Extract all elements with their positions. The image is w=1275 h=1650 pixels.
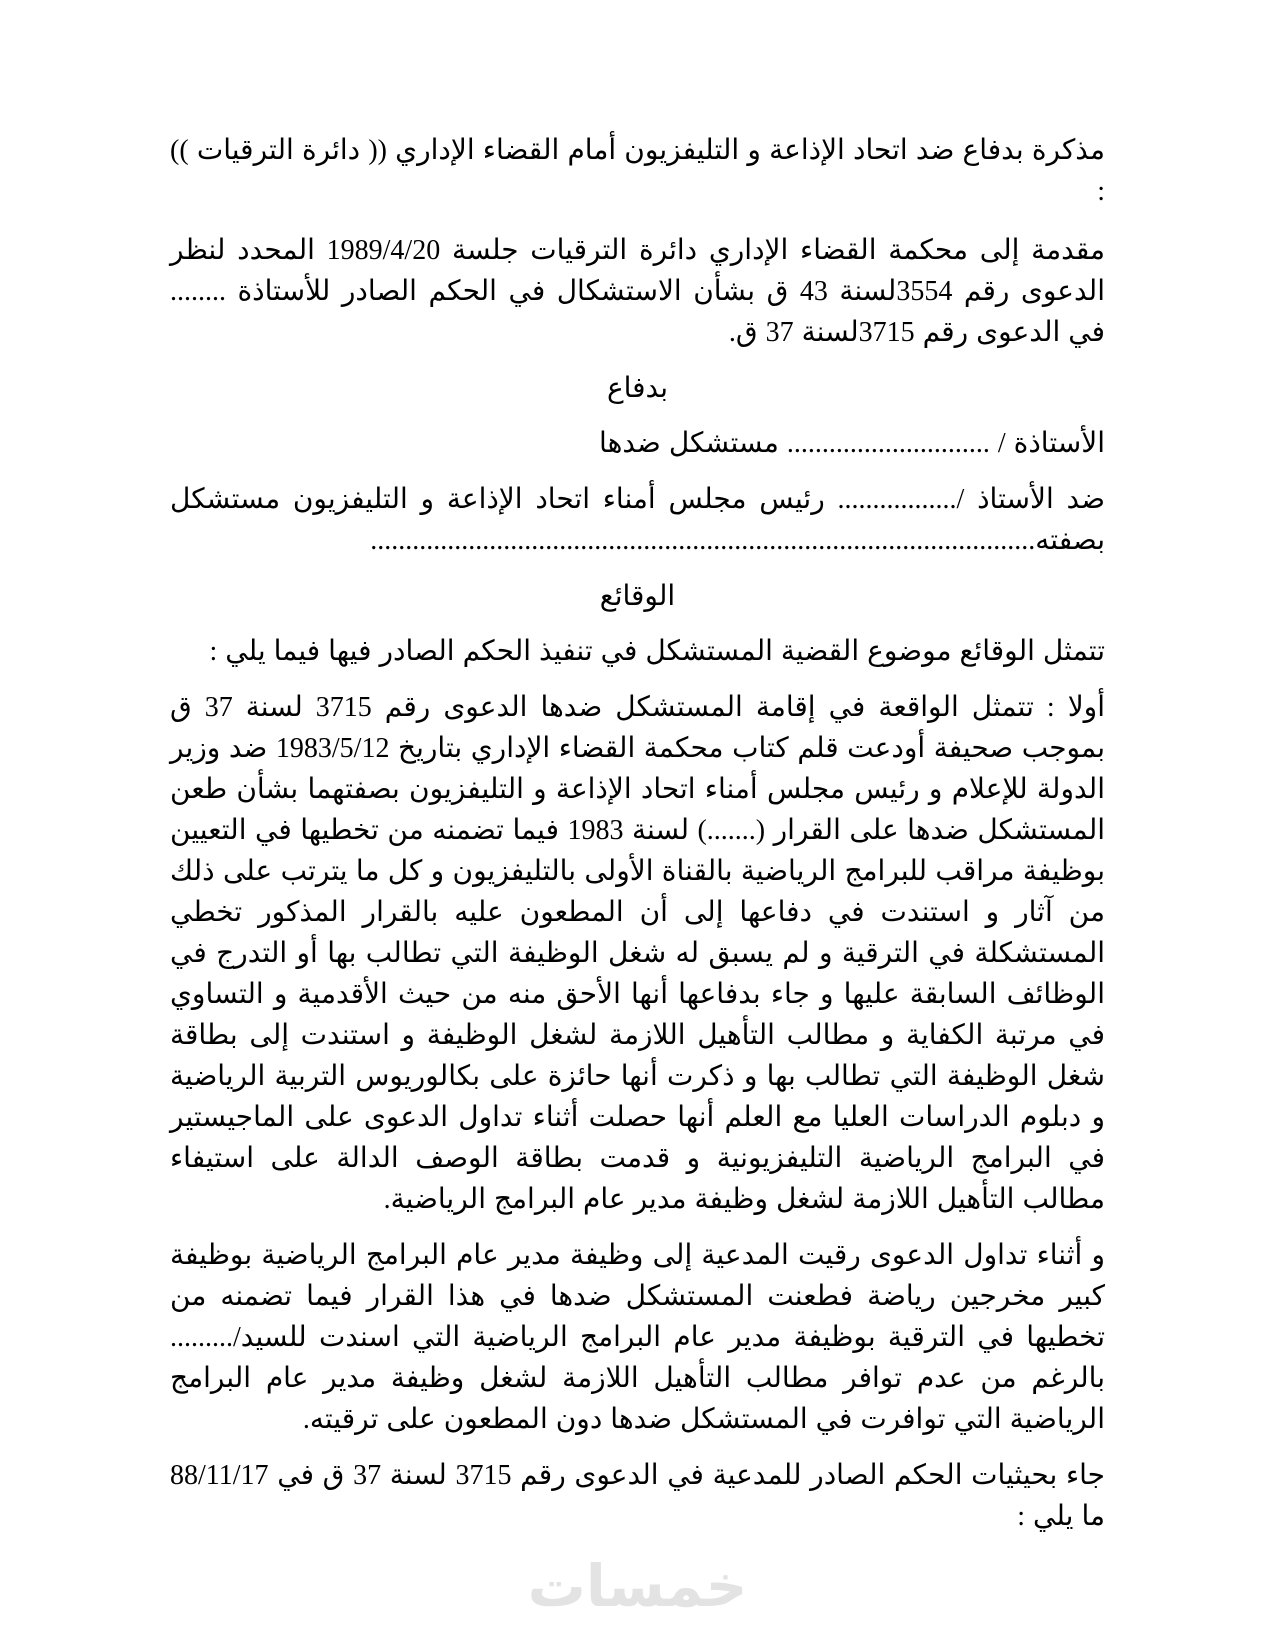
facts-first-paragraph: أولا : تتمثل الواقعة في إقامة المستشكل ضدها الدعوى رقم 3715 لسنة 37 ق بموجب صحيفة أودعت قلم كتاب محكمة القضاء الإداري بتاريخ 1983/5/12 ضد وزير الدولة للإعلام و رئيس مجلس أمناء اتحاد الإذاعة و التليفزيون بصفتهما بشأن طعن المستشكل ضدها على القرار (.......) لسنة 1983 فيما تضمنه من تخطيها في التعيين بوظيفة مراقب للبرامج الرياضية بالقناة الأولى بالتليفزيون و كل ما يترتب على ذلك من آثار و استندت في دفاعها إلى أن المطعون عليه بالقرار المذكور تخطي المستشكلة في الترقية و لم يسبق له شغل الوظيفة التي تطالب بها أو التدرج في الوظائف السابقة عليها و جاء بدفاعها أنها الأحق منه من حيث الأقدمية و التساوي في مرتبة الكفاية و مطالب التأهيل اللازمة لشغل الوظيفة و استندت إلى بطاقة شغل الوظيفة التي تطالب بها و ذكرت أنها حائزة على بكالوريوس التربية الرياضية و دبلوم الدراسات العليا مع العلم أنها حصلت أثناء تداول الدعوى على الماجيستير في البرامج الرياضية التليفزيونية و قدمت بطاقة الوصف الدالة على استيفاء مطالب التأهيل اللازمة لشغل وظيفة مدير عام البرامج الرياضية. [170, 692, 1106, 1215]
plaintiff-line: الأستاذة / ............................. مستشكل ضدها [599, 428, 1105, 459]
khamsat-watermark: خمسات [527, 1554, 748, 1619]
facts-third-paragraph: جاء بحيثيات الحكم الصادر للمدعية في الدعوى رقم 3715 لسنة 37 ق في 88/11/17 ما يلي : [170, 1460, 1105, 1532]
defendant-paragraph: ضد الأستاذ /................. رئيس مجلس أمناء اتحاد الإذاعة و التليفزيون مستشكل بصفته............................................................................................... [170, 484, 1105, 556]
facts-intro-line: تتمثل الوقائع موضوع القضية المستشكل في تنفيذ الحكم الصادر فيها فيما يلي : [209, 636, 1105, 667]
memo-title: مذكرة بدفاع ضد اتحاد الإذاعة و التليفزيون أمام القضاء الإداري (( دائرة الترقيات )) : [170, 135, 1105, 207]
facts-second-paragraph: و أثناء تداول الدعوى رقيت المدعية إلى وظيفة مدير عام البرامج الرياضية بوظيفة كبير مخرجين رياضة فطعنت المستشكل ضدها في هذا القرار فيما تضمنه من تخطيها في الترقية بوظيفة مدير عام البرامج الرياضية التي اسندت للسيد/......... بالرغم من عدم توافر مطالب التأهيل اللازمة لشغل وظيفة مدير عام البرامج الرياضية التي توافرت في المستشكل ضدها دون المطعون على ترقيته. [170, 1240, 1105, 1435]
facts-heading: الوقائع [599, 581, 676, 612]
submission-paragraph: مقدمة إلى محكمة القضاء الإداري دائرة الترقيات جلسة 1989/4/20 المحدد لنظر الدعوى رقم 3554لسنة 43 ق بشأن الاستشكال في الحكم الصادر للأستاذة ........ في الدعوى رقم 3715لسنة 37 ق. [170, 235, 1105, 348]
defense-heading: بدفاع [606, 373, 669, 404]
